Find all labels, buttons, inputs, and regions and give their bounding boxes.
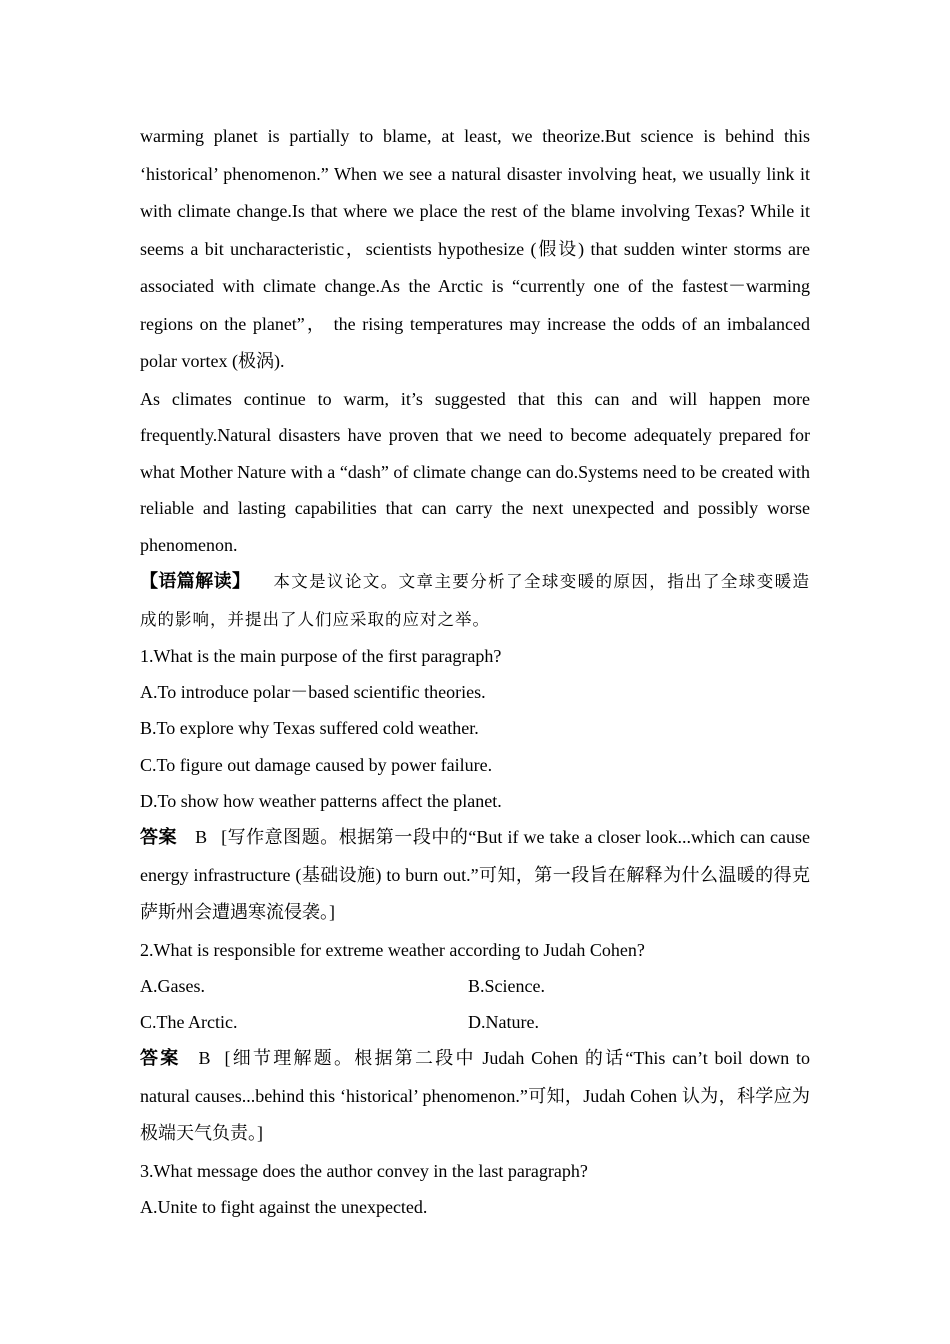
question-3-stem: 3.What message does the author convey in the last paragraph?	[140, 1160, 588, 1181]
answer-label: 答案	[140, 827, 178, 848]
passage-paragraph-2: As climates continue to warm, it’s suggested that this can and will happen more frequently.Natural disasters have proven that we need to become adequately prepared for what Mother Nature with a “dash” of climate change can do.Systems need to be created with reliable and lasting capabilities that can carry the next unexpected and possibly worse phenomenon.	[140, 388, 810, 555]
question-2-answer	[140, 1040, 810, 1153]
question-2-option-d: D.Nature.	[468, 1011, 539, 1032]
question-2-option-c: C.The Arctic.	[140, 1011, 238, 1032]
interpretation-label: 【语篇解读】	[140, 571, 251, 591]
passage-paragraph-1: warming planet is partially to blame, at least, we theorize.But science is behind this ‘historical’ phenomenon.” When we see a natural disaster involving heat, we usually link it with climate change.Is that where we place the rest of the blame involving Texas? While it seems a bit uncharacteristic，scientists hypothesize (假设) that sudden winter storms are associated with climate change.As the Arctic is “currently one of the fastest－warming regions on the planet”， the rising temperatures may increase the odds of an imbalanced polar vortex (极涡).	[140, 126, 810, 371]
answer-explanation: [细节理解题。根据第二段中 Judah Cohen 的话“This can’t boil down to natural causes...behind this ‘historical’ phenomenon.”可知，Judah Cohen 认为，科学应为极端天气负责。]	[140, 1048, 811, 1144]
answer-explanation: [写作意图题。根据第一段中的“But if we take a closer look...which can cause energy infrastructure (基础设施) to burn out.”可知，第一段旨在解释为什么温暖的得克萨斯州会遭遇寒流侵袭。]	[140, 827, 810, 923]
question-1-option-c: C.To figure out damage caused by power failure.	[140, 754, 493, 775]
interpretation-text: 本文是议论文。文章主要分析了全球变暖的原因，指出了全球变暖造成的影响，并提出了人们应采取的应对之举。	[140, 572, 811, 629]
question-1-stem: 1.What is the main purpose of the first paragraph?	[140, 646, 502, 666]
answer-label: 答案	[140, 1048, 181, 1069]
question-1-answer	[140, 819, 810, 932]
question-1-option-b: B.To explore why Texas suffered cold weather.	[140, 718, 479, 739]
question-1-option-d: D.To show how weather patterns affect the planet.	[140, 790, 502, 811]
question-3-option-a: A.Unite to fight against the unexpected.	[140, 1196, 428, 1217]
question-2-options-row-2	[140, 1004, 810, 1040]
question-2-option-b: B.Science.	[468, 975, 545, 996]
question-2	[140, 932, 810, 1153]
answer-letter: B	[198, 1048, 211, 1069]
passage-interpretation	[140, 563, 810, 638]
question-1-option-a: A.To introduce polar－based scientific theories.	[140, 682, 486, 703]
question-2-options-row-1	[140, 968, 810, 1004]
question-2-option-a: A.Gases.	[140, 975, 205, 996]
question-2-stem: 2.What is responsible for extreme weather according to Judah Cohen?	[140, 939, 645, 960]
question-1	[140, 638, 810, 932]
question-3	[140, 1153, 810, 1225]
document-page	[140, 118, 810, 1225]
answer-letter: B	[195, 827, 208, 848]
